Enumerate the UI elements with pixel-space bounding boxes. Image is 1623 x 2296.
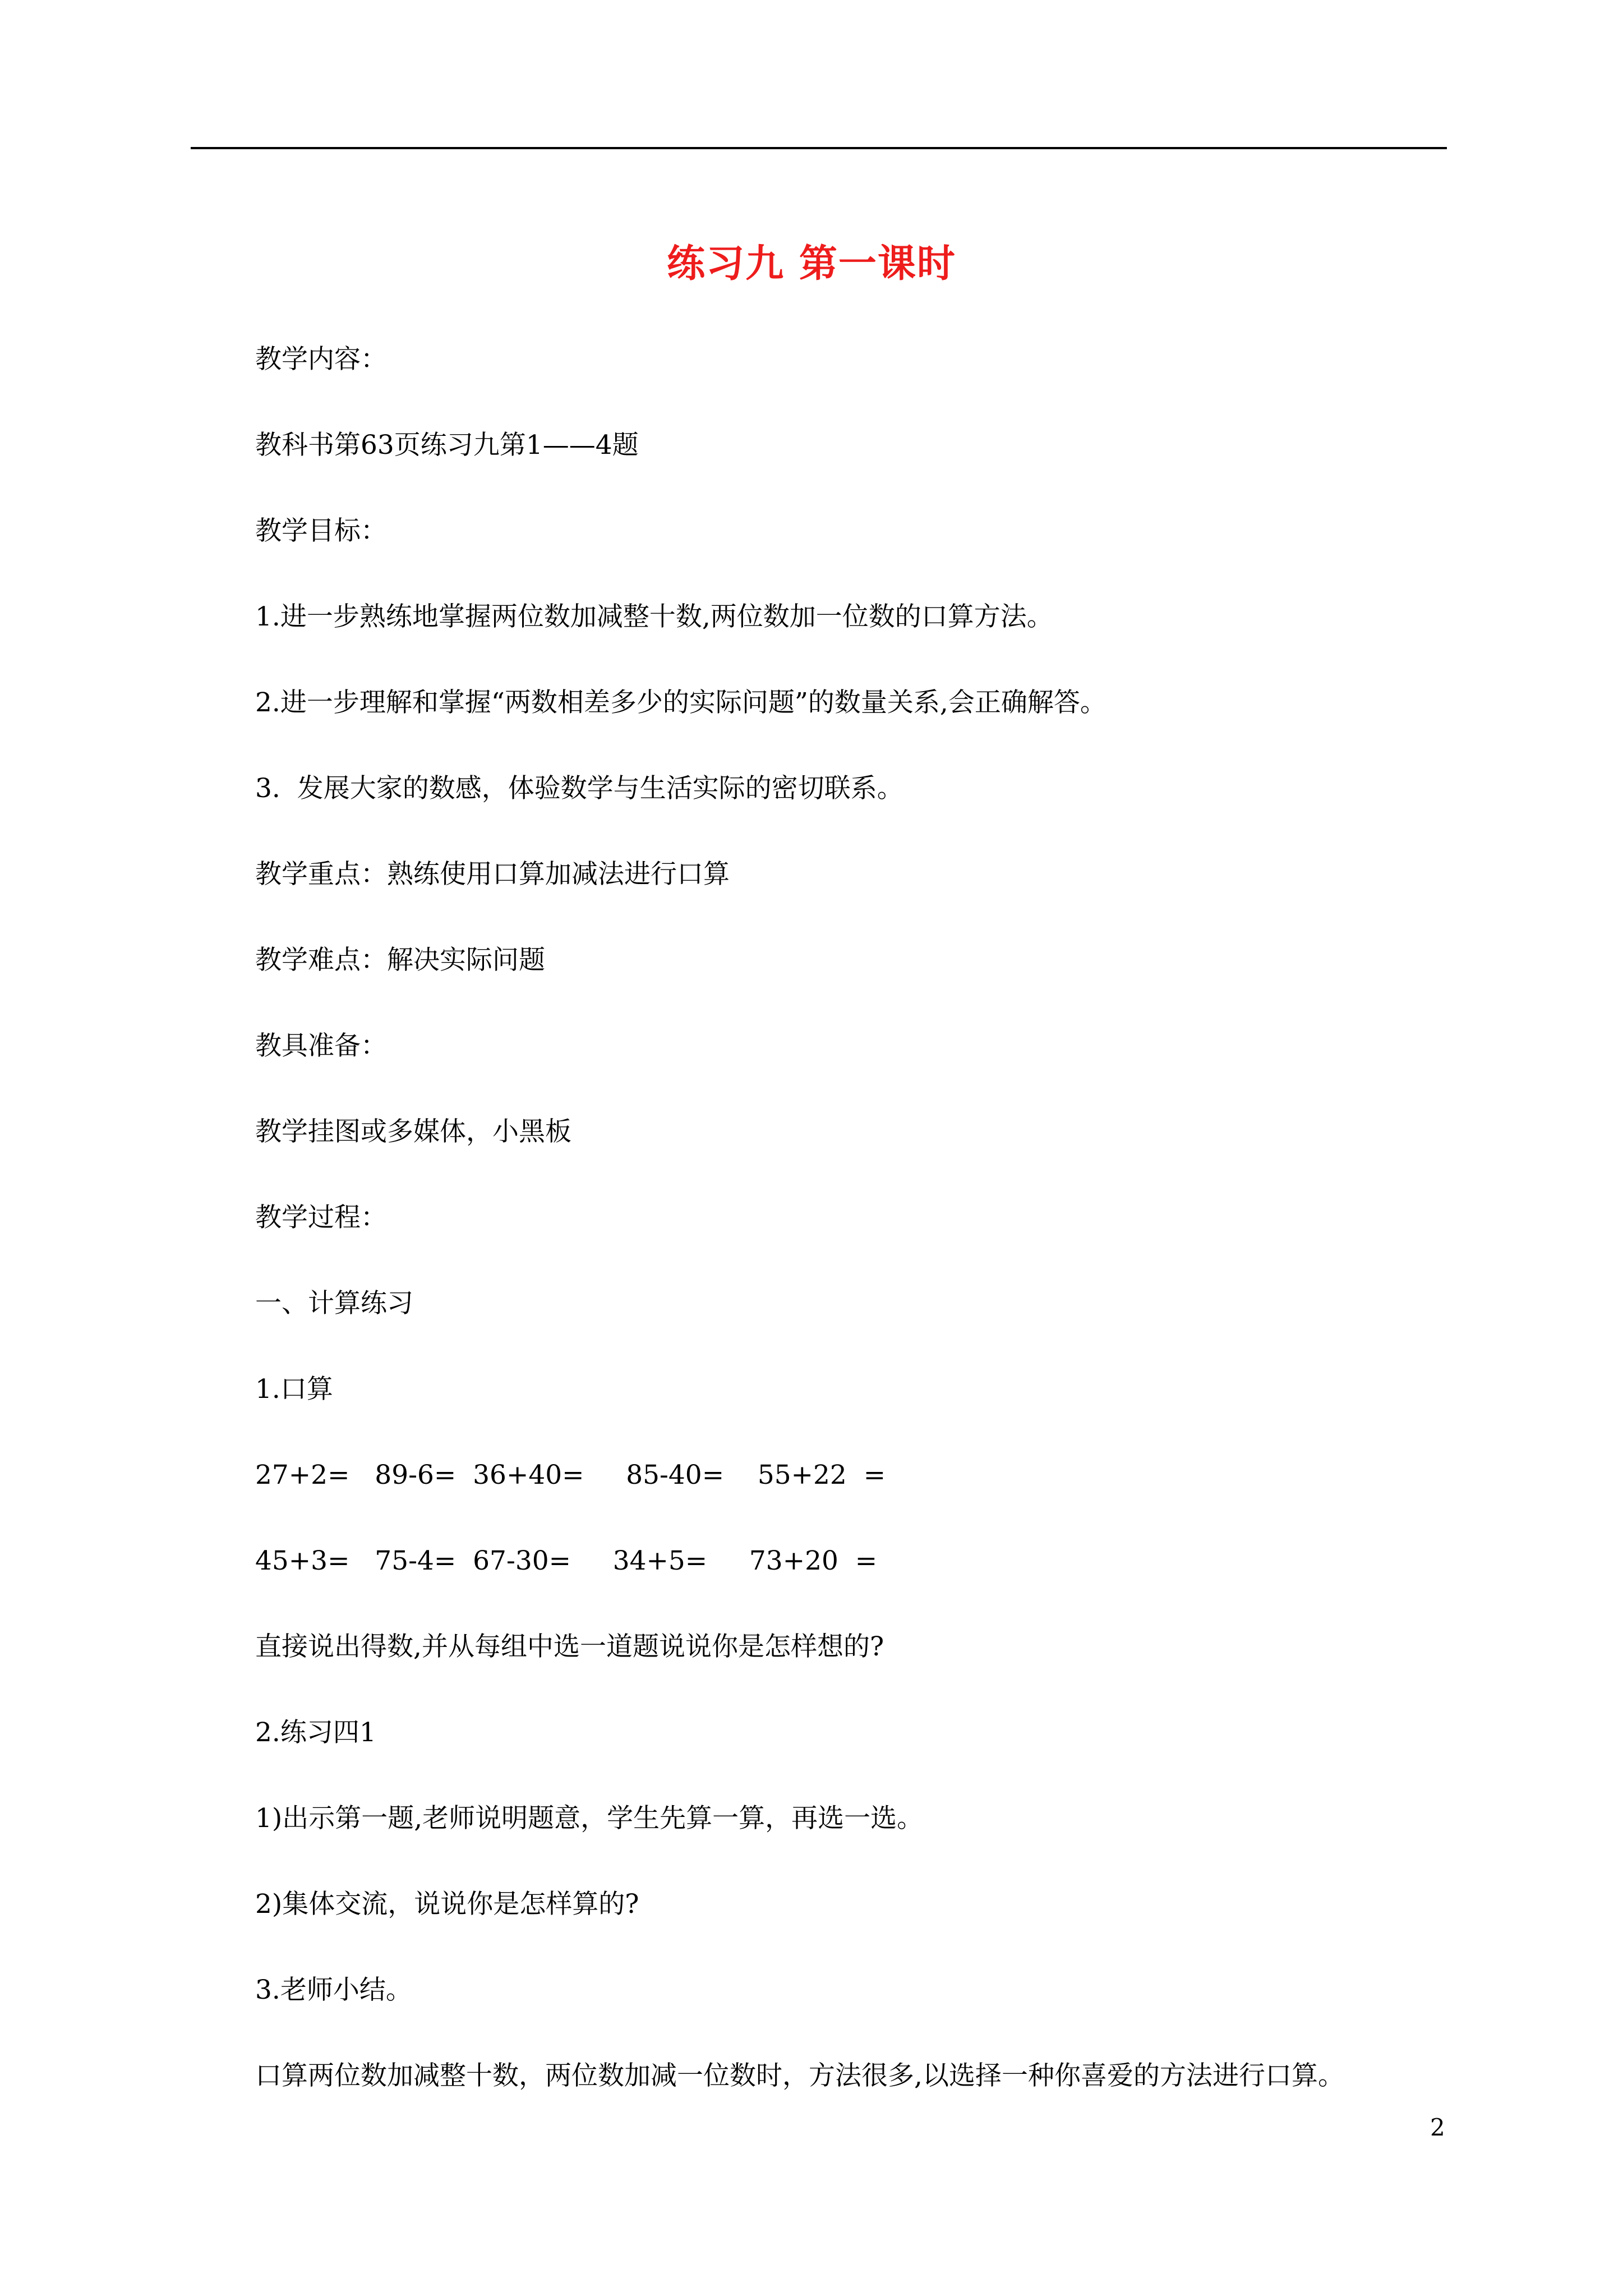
instruction-text: 直接说出得数,并从每组中选一道题说说你是怎样想的? — [255, 1631, 884, 1662]
document-body — [255, 341, 1455, 2143]
key-point: 教学重点：熟练使用口算加减法进行口算 — [255, 859, 730, 890]
section-label-objectives: 教学目标： — [255, 516, 387, 546]
document-title: 练习九 第一课时 — [667, 241, 956, 286]
section-label-process: 教学过程： — [255, 1202, 387, 1233]
section-label-content: 教学内容： — [255, 344, 387, 375]
exercise-substep-2: 2)集体交流，说说你是怎样算的? — [255, 1889, 639, 1920]
page-number: 2 — [1430, 2114, 1445, 2141]
section-label-materials: 教具准备： — [255, 1030, 387, 1061]
step-heading-calculation: 一、计算练习 — [255, 1288, 413, 1319]
objective-3: 3. 发展大家的数感，体验数学与生活实际的密切联系。 — [255, 773, 903, 804]
difficult-point: 教学难点：解决实际问题 — [255, 945, 545, 976]
step-exercise: 2.练习四1 — [255, 1717, 376, 1748]
objective-1: 1.进一步熟练地掌握两位数加减整十数,两位数加一位数的口算方法。 — [255, 601, 1053, 632]
textbook-reference: 教科书第63页练习九第1——4题 — [255, 430, 639, 461]
exercise-substep-1: 1)出示第一题,老师说明题意，学生先算一算，再选一选。 — [255, 1803, 924, 1834]
summary-text: 口算两位数加减整十数，两位数加减一位数时，方法很多,以选择一种你喜爱的方法进行口算。 — [255, 2060, 1344, 2091]
header-rule — [191, 147, 1447, 149]
step-oral-calculation: 1.口算 — [255, 1374, 333, 1405]
equation-row-1: 27+2= 89-6= 36+40= 85-40= 55+22 = — [255, 1460, 886, 1490]
objective-2: 2.进一步理解和掌握“两数相差多少的实际问题”的数量关系,会正确解答。 — [255, 687, 1106, 718]
materials-text: 教学挂图或多媒体，小黑板 — [255, 1116, 571, 1147]
teacher-summary-label: 3.老师小结。 — [255, 1975, 412, 2005]
equation-row-2: 45+3= 75-4= 67-30= 34+5= 73+20 = — [255, 1545, 878, 1576]
